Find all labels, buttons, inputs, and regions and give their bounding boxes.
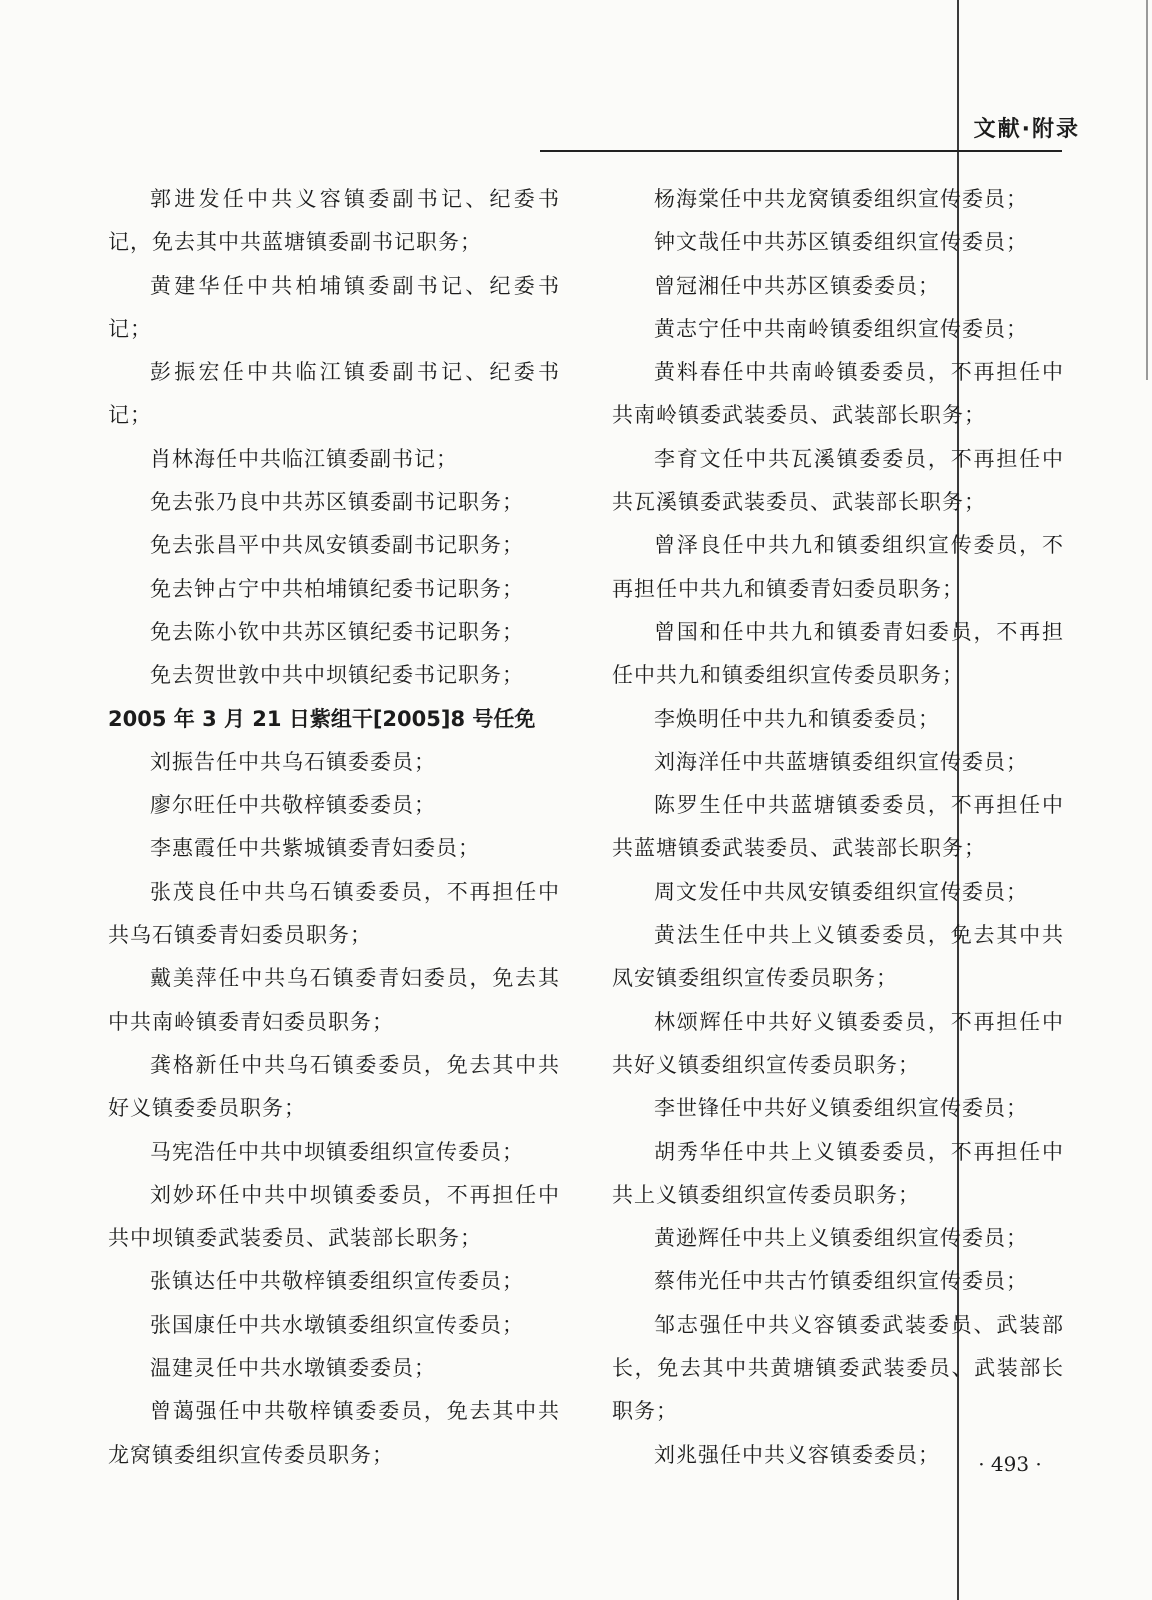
left-column bbox=[108, 178, 560, 1477]
paragraph: 周文发任中共凤安镇委组织宣传委员； bbox=[654, 879, 1028, 904]
running-head: 文献·附录 bbox=[973, 117, 1080, 142]
paragraph: 温建灵任中共水墩镇委委员； bbox=[150, 1356, 436, 1381]
paragraph: 陈罗生任中共蓝塘镇委委员，不再担任中共蓝塘镇委武装委员、武装部长职务； bbox=[612, 793, 1064, 861]
paragraph: 曾冠湘任中共苏区镇委委员； bbox=[654, 273, 940, 298]
paragraph: 黄志宁任中共南岭镇委组织宣传委员； bbox=[654, 316, 1028, 341]
paragraph: 黄建华任中共柏埔镇委副书记、纪委书记； bbox=[108, 273, 560, 341]
paragraph: 李育文任中共瓦溪镇委委员，不再担任中共瓦溪镇委武装委员、武装部长职务； bbox=[612, 446, 1064, 515]
paragraph: 肖林海任中共临江镇委副书记； bbox=[150, 446, 458, 471]
paragraph: 彭振宏任中共临江镇委副书记、纪委书记； bbox=[108, 360, 560, 428]
paragraph: 免去张昌平中共凤安镇委副书记职务； bbox=[150, 533, 524, 558]
paragraph: 廖尔旺任中共敬梓镇委委员； bbox=[150, 793, 436, 818]
paragraph: 曾国和任中共九和镇委青妇委员，不再担任中共九和镇委组织宣传委员职务； bbox=[612, 619, 1064, 688]
paragraph: 张茂良任中共乌石镇委委员，不再担任中共乌石镇委青妇委员职务； bbox=[108, 879, 560, 948]
paragraph: 邹志强任中共义容镇委武装委员、武装部长，免去其中共黄塘镇委武装委员、武装部长职务； bbox=[612, 1312, 1064, 1424]
paragraph: 戴美萍任中共乌石镇委青妇委员，免去其中共南岭镇委青妇委员职务； bbox=[108, 966, 560, 1034]
paragraph: 林颂辉任中共好义镇委委员，不再担任中共好义镇委组织宣传委员职务； bbox=[612, 1009, 1064, 1077]
paragraph: 杨海棠任中共龙窝镇委组织宣传委员； bbox=[654, 187, 1028, 211]
paragraph: 黄料春任中共南岭镇委委员，不再担任中共南岭镇委武装委员、武装部长职务； bbox=[612, 360, 1064, 428]
paragraph: 免去陈小钦中共苏区镇纪委书记职务； bbox=[150, 619, 524, 644]
paragraph: 郭进发任中共义容镇委副书记、纪委书记，免去其中共蓝塘镇委副书记职务； bbox=[108, 187, 560, 255]
paragraph: 李惠霞任中共紫城镇委青妇委员； bbox=[150, 836, 480, 861]
paragraph: 李焕明任中共九和镇委委员； bbox=[654, 706, 940, 731]
right-column bbox=[612, 178, 1064, 1477]
paragraph: 马宪浩任中共中坝镇委组织宣传委员； bbox=[150, 1139, 524, 1164]
paragraph: 免去张乃良中共苏区镇委副书记职务； bbox=[150, 490, 524, 515]
paragraph: 曾泽良任中共九和镇委组织宣传委员，不再担任中共九和镇委青妇委员职务； bbox=[612, 533, 1064, 601]
paragraph: 刘兆强任中共义容镇委委员； bbox=[654, 1442, 940, 1467]
paragraph: 张国康任中共水墩镇委组织宣传委员； bbox=[150, 1312, 524, 1337]
paragraph: 龚格新任中共乌石镇委委员，免去其中共好义镇委委员职务； bbox=[108, 1052, 560, 1121]
paragraph: 李世锋任中共好义镇委组织宣传委员； bbox=[654, 1096, 1028, 1121]
paragraph: 钟文哉任中共苏区镇委组织宣传委员； bbox=[654, 230, 1028, 255]
paragraph: 刘振告任中共乌石镇委委员； bbox=[150, 749, 436, 774]
paragraph: 张镇达任中共敬梓镇委组织宣传委员； bbox=[150, 1269, 524, 1294]
paragraph: 免去贺世敦中共中坝镇纪委书记职务； bbox=[150, 663, 524, 688]
header-rule bbox=[540, 150, 1062, 152]
page-edge-shadow bbox=[1146, 0, 1148, 380]
section-heading: 2005 年 3 月 21 日紫组干[2005]8 号任免 bbox=[108, 706, 536, 731]
paragraph: 胡秀华任中共上义镇委委员，不再担任中共上义镇委组织宣传委员职务； bbox=[612, 1139, 1064, 1207]
paragraph: 蔡伟光任中共古竹镇委组织宣传委员； bbox=[654, 1269, 1028, 1294]
page-number: · 493 · bbox=[978, 1452, 1042, 1476]
paragraph: 免去钟占宁中共柏埔镇纪委书记职务； bbox=[150, 576, 524, 601]
paragraph: 刘海洋任中共蓝塘镇委组织宣传委员； bbox=[654, 749, 1028, 774]
paragraph: 刘妙环任中共中坝镇委委员，不再担任中共中坝镇委武装委员、武装部长职务； bbox=[108, 1182, 560, 1251]
paragraph: 黄法生任中共上义镇委委员，免去其中共凤安镇委组织宣传委员职务； bbox=[612, 923, 1064, 991]
paragraph: 黄逊辉任中共上义镇委组织宣传委员； bbox=[654, 1226, 1028, 1251]
paragraph: 曾蔼强任中共敬梓镇委委员，免去其中共龙窝镇委组织宣传委员职务； bbox=[108, 1399, 560, 1467]
